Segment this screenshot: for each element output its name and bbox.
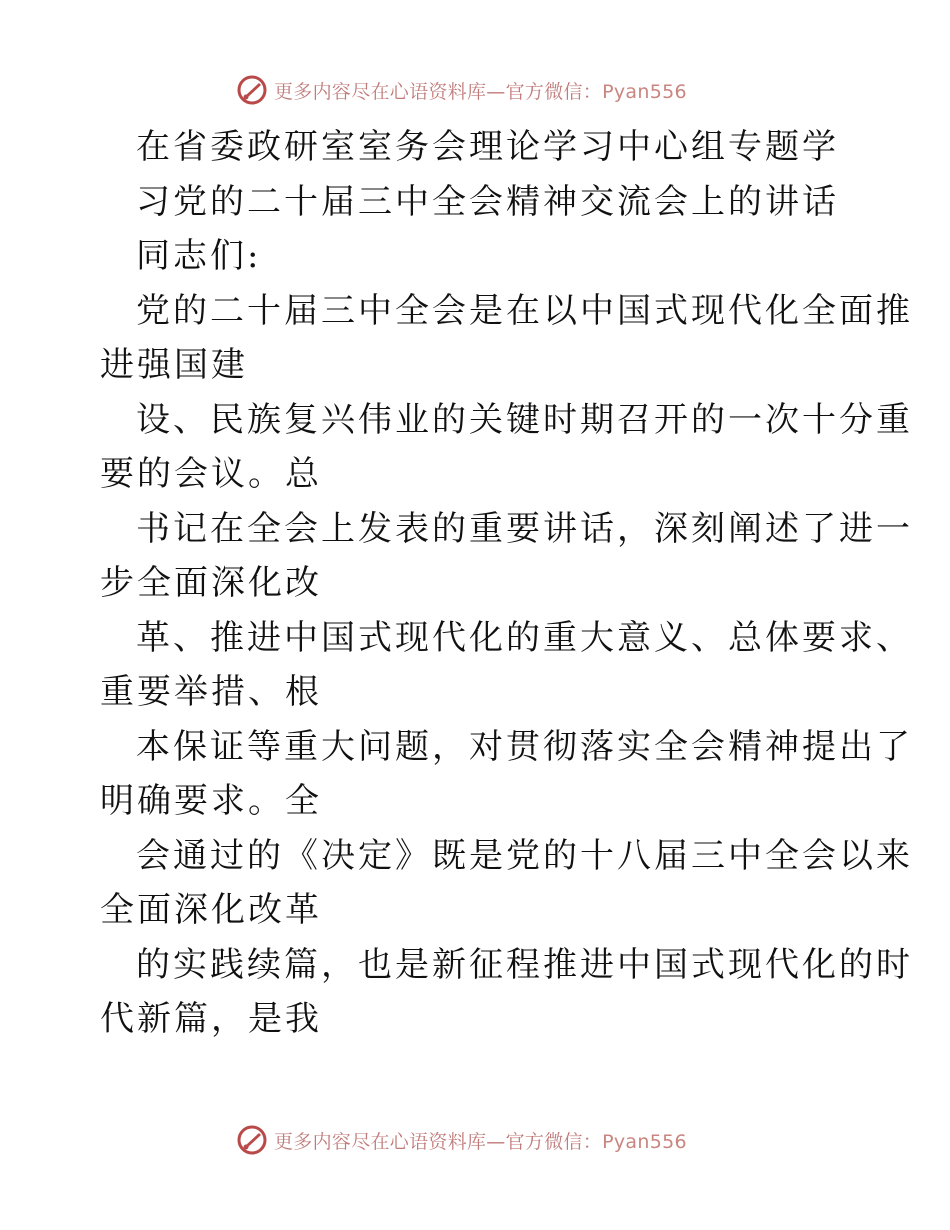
- text-line: 本保证等重大问题，对贯彻落实全会精神提出了: [136, 726, 913, 767]
- text-line: 步全面深化改: [100, 563, 322, 603]
- text-line: 要的会议。总: [100, 454, 322, 494]
- text-line: 设、民族复兴伟业的关键时期召开的一次十分重: [136, 399, 913, 440]
- footer-watermark: [236, 1123, 687, 1157]
- brush-logo-icon: [236, 1124, 268, 1156]
- text-line: 党的二十届三中全会是在以中国式现代化全面推: [136, 290, 913, 331]
- text-line: 明确要求。全: [100, 781, 322, 821]
- header-watermark: [236, 73, 687, 107]
- text-line: 同志们:: [136, 236, 262, 276]
- text-line: 革、推进中国式现代化的重大意义、总体要求、: [136, 617, 913, 658]
- text-line: 全面深化改革: [100, 890, 322, 930]
- text-line: 代新篇，是我: [100, 999, 322, 1039]
- watermark-text: 更多内容尽在心语资料库—官方微信：Pyan556: [274, 80, 687, 103]
- text-line: 会通过的《决定》既是党的十八届三中全会以来: [136, 835, 913, 876]
- text-line: 进强国建: [100, 345, 248, 385]
- text-line: 书记在全会上发表的重要讲话，深刻阐述了进一: [136, 508, 913, 549]
- watermark-text: 更多内容尽在心语资料库—官方微信：Pyan556: [274, 1130, 687, 1153]
- document-body: [100, 120, 913, 1047]
- text-line: 在省委政研室室务会理论学习中心组专题学: [136, 127, 839, 167]
- brush-logo-icon: [236, 74, 268, 106]
- text-line: 的实践续篇，也是新征程推进中国式现代化的时: [136, 944, 913, 985]
- text-line: 重要举措、根: [100, 672, 322, 712]
- text-line: 习党的二十届三中全会精神交流会上的讲话: [136, 181, 839, 222]
